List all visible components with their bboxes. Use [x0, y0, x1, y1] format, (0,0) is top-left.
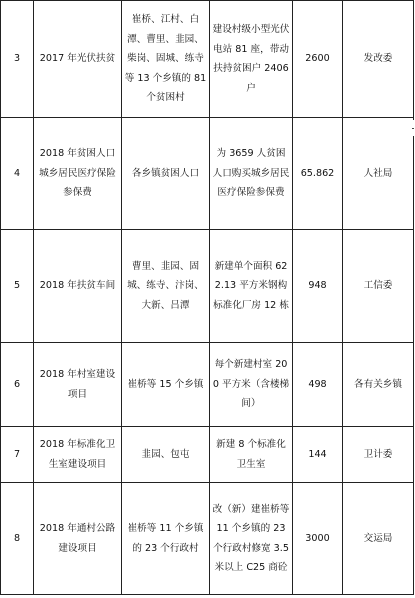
- project-name: 2018 年扶贫车间: [34, 230, 122, 343]
- table-row: [1, 1, 414, 118]
- row-number: 6: [1, 343, 34, 427]
- responsible-dept: 发改委: [343, 1, 414, 118]
- table-row: [1, 118, 414, 230]
- responsible-dept: 交运局: [343, 483, 414, 595]
- project-content: 新建 8 个标准化卫生室: [210, 427, 293, 483]
- project-amount: 144: [293, 427, 343, 483]
- table-row: [1, 483, 414, 595]
- project-name: 2018 年标准化卫生室建设项目: [34, 427, 122, 483]
- project-name: 2017 年光伏扶贫: [34, 1, 122, 118]
- row-number: 7: [1, 427, 34, 483]
- project-content: 新建单个面积 622.13 平方米钢构标准化厂房 12 栋: [210, 230, 293, 343]
- responsible-dept: 各有关乡镇: [343, 343, 414, 427]
- table-row: [1, 343, 414, 427]
- project-amount: 2600: [293, 1, 343, 118]
- row-number: 4: [1, 118, 34, 230]
- page-edge-mark: [412, 128, 414, 129]
- project-content: 建设村级小型光伏电站 81 座，带动扶持贫困户 2406 户: [210, 1, 293, 118]
- project-content: 改（新）建崔桥等 11 个乡镇的 23 个行政村修宽 3.5 米以上 C25 商砼: [210, 483, 293, 595]
- project-scope: 崔桥、江村、白潭、曹里、韭园、柴岗、固城、练寺等 13 个乡镇的 81 个贫困村: [122, 1, 210, 118]
- project-amount: 948: [293, 230, 343, 343]
- project-scope: 各乡镇贫困人口: [122, 118, 210, 230]
- row-number: 5: [1, 230, 34, 343]
- table-row: [1, 427, 414, 483]
- project-amount: 498: [293, 343, 343, 427]
- project-name: 2018 年贫困人口城乡居民医疗保险参保费: [34, 118, 122, 230]
- project-content: 为 3659 人贫困人口购买城乡居民医疗保险参保费: [210, 118, 293, 230]
- project-scope: 崔桥等 15 个乡镇: [122, 343, 210, 427]
- responsible-dept: 工信委: [343, 230, 414, 343]
- project-scope: 曹里、韭园、固城、练寺、汴岗、大新、吕潭: [122, 230, 210, 343]
- project-scope: 韭园、包屯: [122, 427, 210, 483]
- responsible-dept: 卫计委: [343, 427, 414, 483]
- row-number: 3: [1, 1, 34, 118]
- row-number: 8: [1, 483, 34, 595]
- project-amount: 3000: [293, 483, 343, 595]
- project-name: 2018 年村室建设项目: [34, 343, 122, 427]
- project-amount: 65.862: [293, 118, 343, 230]
- project-name: 2018 年通村公路建设项目: [34, 483, 122, 595]
- project-content: 每个新建村室 200 平方米（含楼梯间）: [210, 343, 293, 427]
- table-row: [1, 230, 414, 343]
- responsible-dept: 人社局: [343, 118, 414, 230]
- project-scope: 崔桥等 11 个乡镇的 23 个行政村: [122, 483, 210, 595]
